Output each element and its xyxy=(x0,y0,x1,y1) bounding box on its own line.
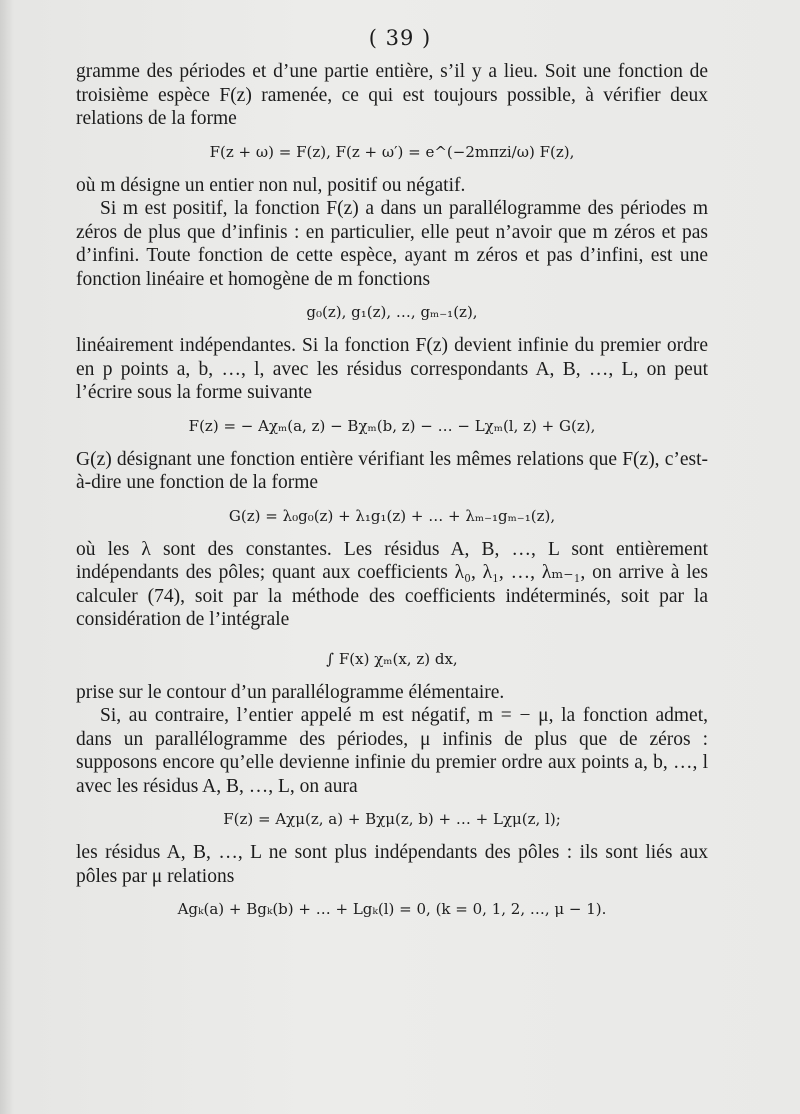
equation-negative-case: F(z) = Aχμ(z, a) + Bχμ(z, b) + … + Lχμ(z, l); xyxy=(223,810,561,828)
paragraph: où m désigne un entier non nul, positif ou négatif. xyxy=(76,174,466,196)
paragraph: où les λ sont des constantes. Les résidus A, B, …, L sont entièrement indépendants des pôles; quant aux coefficients λ₀, λ₁, …, λₘ₋₁, on arrive à les calculer (74), soit par la méthode des coefficients indéterminés, soit par la considération de l’intégrale xyxy=(76,538,708,630)
paragraph: prise sur le contour d’un parallélogramme élémentaire. xyxy=(76,681,505,703)
equation-relations: Agₖ(a) + Bgₖ(b) + … + Lgₖ(l) = 0, (k = 0, 1, 2, …, μ − 1). xyxy=(177,900,607,918)
paragraph: Si m est positif, la fonction F(z) a dans un parallélogramme des périodes m zéros de plus que d’infinis : en particulier, elle peut n’avoir que m zéros et pas d’infini. Toute fonction de cette espèce, ayant m zéros et pas d’infini, est une fonction linéaire et homogène de m fonctions xyxy=(76,198,708,290)
equation-periodicity: F(z + ω) = F(z), F(z + ω′) = e^(−2mπzi/ω) F(z), xyxy=(209,142,575,161)
paragraph: linéairement indépendantes. Si la fonction F(z) devient infinie du premier ordre en p points a, b, …, l, avec les résidus correspondants A, B, …, L, on peut l’écrire sous la forme suivante xyxy=(76,335,708,403)
paragraph: Si, au contraire, l’entier appelé m est négatif, m = − μ, la fonction admet, dans un parallélogramme des périodes, μ infinis de plus que de zéros : supposons encore qu’elle devienne infinie du premier ordre aux points a, b, …, l avec les résidus A, B, …, L, on aura xyxy=(76,705,708,797)
paragraph: les résidus A, B, …, L ne sont plus indépendants des pôles : ils sont liés aux pôles par μ relations xyxy=(76,842,708,887)
page-number: ( 39 ) xyxy=(368,26,432,50)
equation-integral: ∫ F(x) χₘ(x, z) dx, xyxy=(326,649,458,668)
paragraph: gramme des périodes et d’une partie entière, s’il y a lieu. Soit une fonction de troisième espèce F(z) ramenée, ce qui est toujours possible, à vérifier deux relations de la forme xyxy=(76,61,708,129)
body-text xyxy=(76,60,708,931)
paragraph: G(z) désignant une fonction entière vérifiant les mêmes relations que F(z), c’est-à-dire une fonction de la forme xyxy=(76,448,708,493)
equation-decomposition: F(z) = − Aχₘ(a, z) − Bχₘ(b, z) − … − Lχₘ(l, z) + G(z), xyxy=(188,416,596,435)
equation-basis-functions: g₀(z), g₁(z), …, gₘ₋₁(z), xyxy=(306,303,478,321)
equation-entire-function: G(z) = λ₀g₀(z) + λ₁g₁(z) + … + λₘ₋₁gₘ₋₁(z), xyxy=(228,506,556,525)
